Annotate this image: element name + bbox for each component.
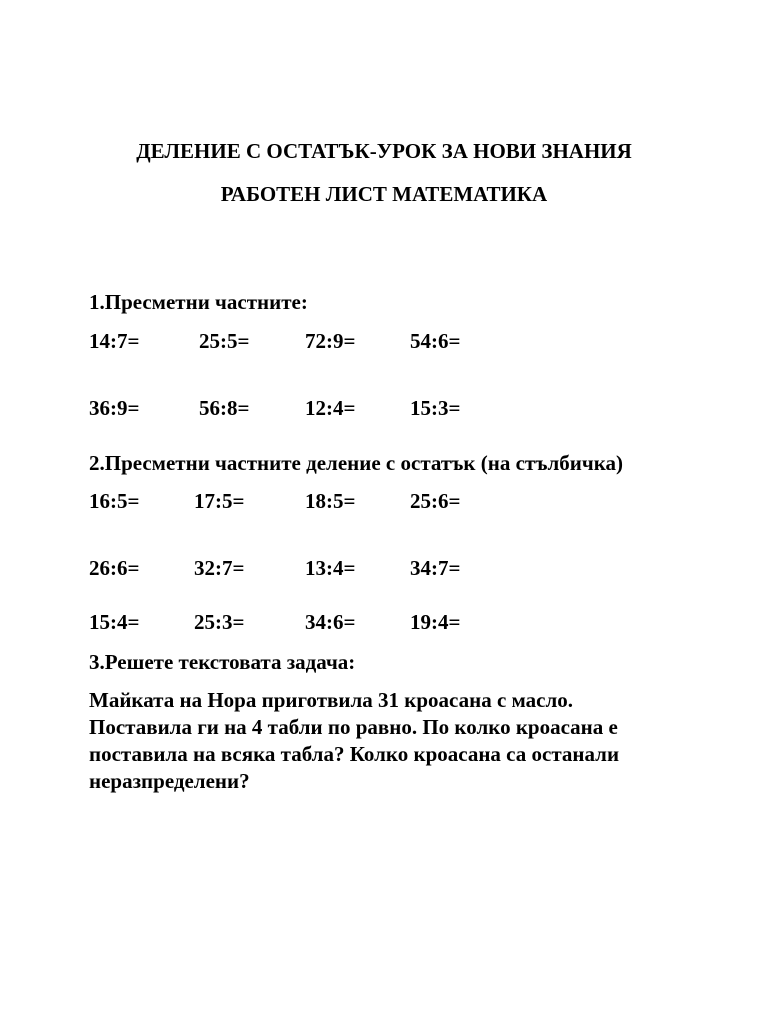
division-problem: 16:5= <box>89 489 140 513</box>
division-problem: 26:6= <box>89 556 140 580</box>
division-problem: 72:9= <box>305 329 356 353</box>
division-problem: 19:4= <box>410 610 461 634</box>
division-problem: 13:4= <box>305 556 356 580</box>
worksheet-title: ДЕЛЕНИЕ С ОСТАТЪК-УРОК ЗА НОВИ ЗНАНИЯ <box>136 139 632 163</box>
division-problem: 12:4= <box>305 396 356 420</box>
exercise-2-heading: 2.Пресметни частните деление с остатък (на стълбичка) <box>89 451 623 475</box>
exercise-1-row <box>0 329 768 353</box>
division-problem: 18:5= <box>305 489 356 513</box>
division-problem: 36:9= <box>89 396 140 420</box>
division-problem: 34:7= <box>410 556 461 580</box>
division-problem: 34:6= <box>305 610 356 634</box>
division-problem: 25:3= <box>194 610 245 634</box>
word-problem-line: Поставила ги на 4 табли по равно. По колко кроасана е <box>89 715 618 739</box>
division-problem: 17:5= <box>194 489 245 513</box>
division-problem: 25:6= <box>410 489 461 513</box>
exercise-2-row <box>0 556 768 580</box>
word-problem-line: Майката на Нора приготвила 31 кроасана с масло. <box>89 688 574 712</box>
division-problem: 32:7= <box>194 556 245 580</box>
division-problem: 25:5= <box>199 329 250 353</box>
division-problem: 54:6= <box>410 329 461 353</box>
exercise-3-heading: 3.Решете текстовата задача: <box>89 650 356 674</box>
division-problem: 15:3= <box>410 396 461 420</box>
worksheet-subtitle: РАБОТЕН ЛИСТ МАТЕМАТИКА <box>220 182 548 206</box>
division-problem: 56:8= <box>199 396 250 420</box>
word-problem-text <box>89 687 689 795</box>
word-problem-line: неразпределени? <box>89 769 250 793</box>
exercise-2-row <box>0 489 768 513</box>
division-problem: 14:7= <box>89 329 140 353</box>
word-problem-line: поставила на всяка табла? Колко кроасана са останали <box>89 742 620 766</box>
exercise-2-row <box>0 610 768 634</box>
division-problem: 15:4= <box>89 610 140 634</box>
exercise-1-heading: 1.Пресметни частните: <box>89 290 308 314</box>
exercise-1-row <box>0 396 768 420</box>
